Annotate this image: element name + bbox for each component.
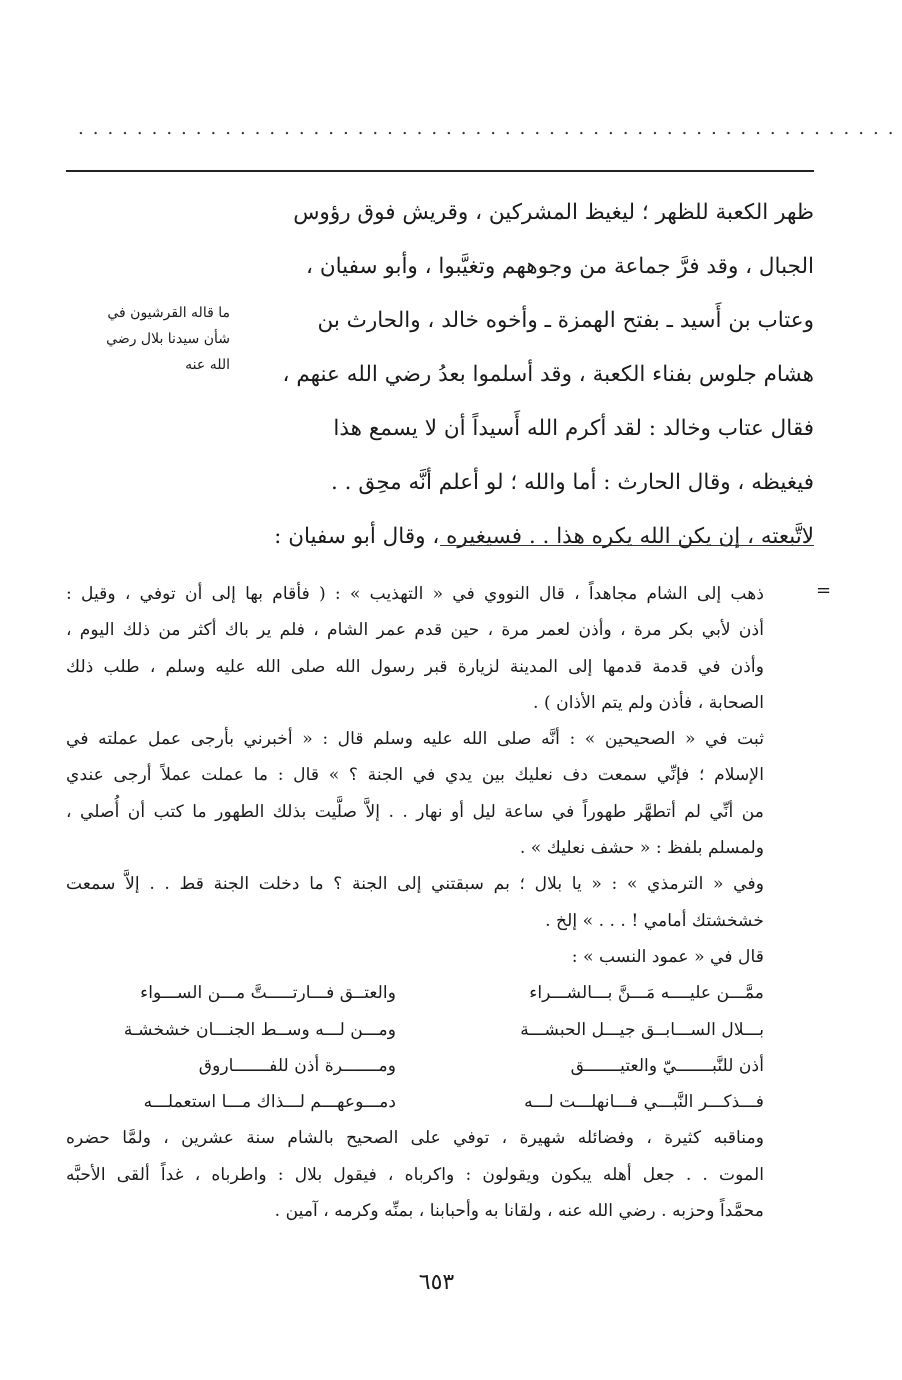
footnote-line: وأذن في قدمة قدمها إلى المدينة لزيارة قبر رسول الله صلى الله عليه وسلم ، طلب ذلك (66, 656, 764, 677)
poem-verse (66, 1084, 764, 1120)
margin-note-line: شأن سيدنا بلال رضي (106, 331, 230, 347)
poem-second-hemistich: ومـــــــرة أذن للفـــــــاروق (198, 1055, 396, 1076)
main-text-block (248, 186, 814, 564)
poem-first-hemistich: بـــلال الســـابــق جيـــل الحبشـــة (520, 1019, 764, 1040)
main-text-line: لاتَّبعته ، إن يكن الله يكره هذا . . فسيغيره ، وقال أبو سفيان : (274, 524, 814, 549)
poem-second-hemistich: ومـــن لـــه وســط الجنـــان خشخشـة (123, 1019, 396, 1040)
margin-note-line: الله عنه (185, 357, 230, 373)
footnote-line: ثبت في « الصحيحين » : أنَّه صلى الله عليه وسلم قال : « أخبرني بأرجى عمل عملته في (66, 729, 764, 750)
margin-note (58, 300, 230, 378)
footnote-line: أذن لأبي بكر مرة ، وأذن لعمر مرة ، حين قدم عمر الشام ، فلم ير باك أكثر من ذلك اليوم ، (66, 620, 764, 641)
closing-line: الموت . . جعل أهله يبكون ويقولون : واكرباه ، فيقول بلال : واطرباه ، غداً ألقى الأحبَّه (66, 1164, 764, 1185)
main-text-line: الجبال ، وقد فرَّ جماعة من وجوههم وتغيَّبوا ، وأبو سفيان ، (306, 254, 814, 279)
poem-verse (66, 1012, 764, 1048)
poem-verse (66, 1048, 764, 1084)
footnote-continuation-marker: = (816, 580, 832, 601)
main-text-line: فقال عتاب وخالد : لقد أكرم الله أَسيداً أن لا يسمع هذا (333, 416, 814, 441)
footnote-line: وفي « الترمذي » : « يا بلال ؛ بم سبقتني إلى الجنة ؟ ما دخلت الجنة قط . . إلاَّ سمعت (66, 874, 764, 895)
page-number: ٦٥٣ (418, 1270, 455, 1295)
poem-second-hemistich: والعتــق فـــارتـــــتَّ مـــن الســـواء (140, 983, 396, 1004)
main-text-line: ظهر الكعبة للظهر ؛ ليغيظ المشركين ، وقريش فوق رؤوس (293, 200, 814, 225)
poem-first-hemistich: فـــذكـــر النَّبـــي فـــانهلـــت لـــه (524, 1092, 764, 1113)
footnote-line: من أنِّي لم أتطهَّر طهوراً في ساعة ليل أو نهار . . إلاَّ صلَّيت بذلك الطهور ما كتب أن أُصلي ، (66, 801, 764, 822)
main-text-line: هشام جلوس بفناء الكعبة ، وقد أسلموا بعدُ رضي الله عنهم ، (282, 362, 814, 387)
footnote-line: الصحابة ، فأذن ولم يتم الأذان ) . (533, 692, 764, 713)
main-text-line: فيغيظه ، وقال الحارث : أما والله ؛ لو أعلم أنَّه محِق . . (330, 470, 814, 495)
footnote-line: الإسلام ؛ فإنِّي سمعت دف نعليك بين يدي في الجنة ؟ » قال : ما عملت عملاً أرجى عندي (66, 765, 764, 786)
footnote-block (66, 576, 764, 1229)
footnote-separator (440, 545, 814, 546)
header-rule (66, 170, 814, 172)
dotted-separator: ........................................................ (78, 118, 902, 139)
footnote-line: ولمسلم بلفظ : « حشف نعليك » . (519, 838, 764, 859)
closing-line: محمَّداً وحزبه . رضي الله عنه ، ولقانا به وأحبابنا ، بمنِّه وكرمه ، آمين . (274, 1201, 764, 1222)
footnote-line: خشخشتك أمامي ! . . . » إلخ . (545, 910, 764, 931)
footnote-line: ذهب إلى الشام مجاهداً ، قال النووي في « التهذيب » : ( فأقام بها إلى أن توفي ، وقيل : (66, 584, 765, 604)
main-text-line: وعتاب بن أَسيد ـ بفتح الهمزة ـ وأخوه خالد ، والحارث بن (317, 308, 814, 333)
footnote-line: قال في « عمود النسب » : (571, 946, 764, 967)
poem-second-hemistich: دمـــوعهـــم لـــذاك مـــا استعملـــه (143, 1092, 396, 1113)
poem-verse (66, 975, 764, 1011)
closing-line: ومناقبه كثيرة ، وفضائله شهيرة ، توفي على الصحيح بالشام سنة عشرين ، ولمَّا حضره (66, 1128, 764, 1149)
poem-first-hemistich: ممَّـــن عليــــه مَـــنَّ بـــالشـــراء (529, 983, 764, 1004)
margin-note-line: ما قاله القرشيون في (107, 305, 230, 321)
poem-first-hemistich: أذن للنَّبـــــــيّ والعتيـــــــق (570, 1055, 764, 1076)
